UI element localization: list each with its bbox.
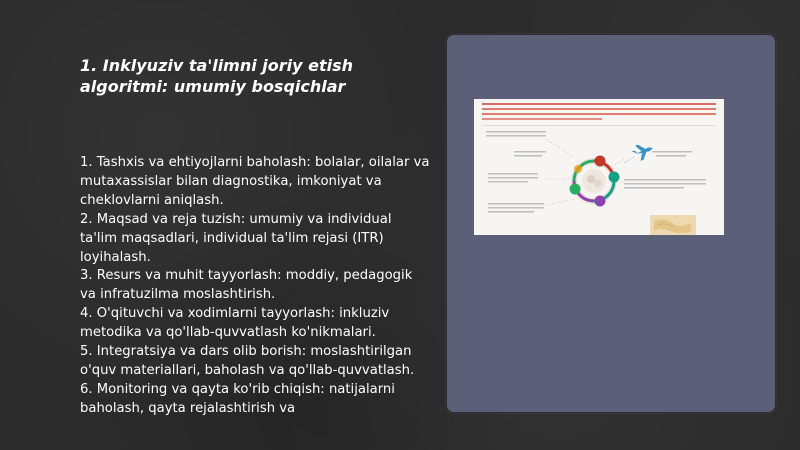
- step-item: 1. Tashxis va ehtiyojlarni baholash: bolalar, oilalar va mutaxassislar bilan diagnostika, imkoniyat va cheklovlarni aniqlash.: [80, 155, 430, 208]
- step-item: 2. Maqsad va reja tuzish: umumiy va individual ta'lim maqsadlari, individual ta'lim rejasi (ITR) loyihalash.: [80, 211, 392, 265]
- step-item: 4. O'qituvchi va xodimlarni tayyorlash: inkluziv metodika va qo'llab-quvvatlash ko'nikmalari.: [80, 306, 390, 341]
- map-icon: [650, 215, 696, 235]
- airplane-icon: [630, 140, 655, 162]
- infographic-image: [474, 99, 724, 235]
- step-item: 5. Integratsiya va dars olib borish: moslashtirilgan o'quv materiallari, baholash va qo'llab-quvvatlash.: [80, 344, 415, 378]
- infographic-right-text: [624, 151, 706, 189]
- step-item: 6. Monitoring va qayta ko'rib chiqish: natijalarni baholash, qayta rejalashtirish va: [80, 381, 395, 416]
- cycle-diagram: [570, 156, 620, 207]
- infographic-left-text: [486, 131, 546, 213]
- slide-title: 1. Inklyuziv ta'limni joriy etish algoritmi: umumiy bosqichlar: [80, 56, 354, 96]
- infographic-header: [482, 103, 716, 120]
- steps-list: [80, 154, 430, 419]
- cycle-infographic: [474, 99, 724, 235]
- step-item: 3. Resurs va muhit tayyorlash: moddiy, pedagogik va infratuzilma moslashtirish.: [80, 268, 413, 303]
